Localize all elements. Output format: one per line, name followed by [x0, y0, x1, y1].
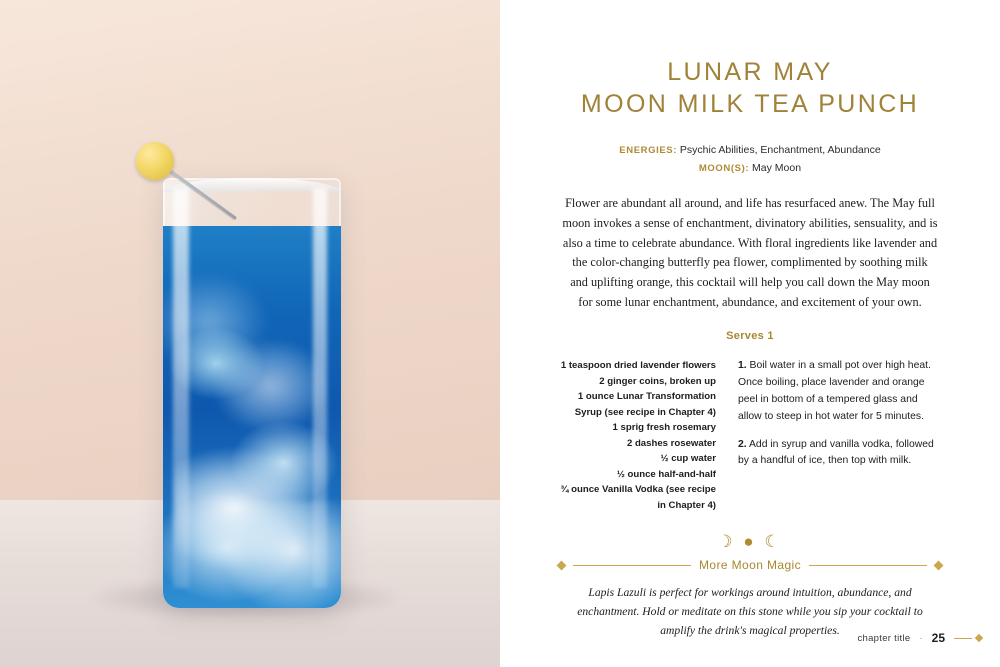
more-moon-magic-heading: More Moon Magic	[698, 558, 802, 573]
title-line-1: LUNAR MAY	[667, 58, 833, 86]
recipe-body-columns	[556, 358, 944, 513]
ingredient-item: in Chapter 4)	[657, 499, 716, 511]
ingredient-item: ¾ ounce Vanilla Vodka (see recipe	[560, 484, 716, 496]
ingredient-item: 1 sprig fresh rosemary	[612, 422, 716, 434]
more-moon-magic-divider	[558, 558, 942, 572]
cocktail-pick-garnish	[140, 150, 258, 242]
moon-magic-body: Lapis Lazuli is perfect for workings around intuition, abundance, and enchantment. Hold or meditate on this stone while you sip your cocktail to amplify the drink's magical properties.	[577, 586, 923, 637]
serves-label: Serves 1	[726, 330, 774, 343]
ingredients-list	[556, 358, 716, 513]
instructions-list	[738, 358, 944, 513]
footer-rule-icon	[954, 638, 972, 639]
recipe-text-page	[500, 0, 1000, 667]
page-footer	[857, 631, 982, 645]
step-number: 1.	[738, 360, 747, 372]
recipe-intro: Flower are abundant all around, and life has resurfaced anew. The May full moon invokes a sense of enchantment, divinatory abilities, sensuality, and is also a time to celebrate abundance. With floral ingredients like lavender and the color-changing butterfly pea flower, complimented by soothing milk and uplifting orange, this cocktail will help you call down the May moon for some lunar enchantment, abundance, and excitement of your own.	[562, 195, 938, 310]
diamond-ornament-icon	[557, 560, 567, 570]
diamond-ornament-icon	[934, 560, 944, 570]
step-text: Boil water in a small pot over high heat. Once boiling, place lavender and orange peel in bottom of a tempered glass and allow to steep in hot water for 5 minutes.	[738, 360, 931, 422]
moon-phase-icon: ☽ ● ☾	[717, 532, 783, 552]
lemon-ball-garnish	[136, 142, 174, 180]
moons-value: May Moon	[752, 161, 802, 174]
footer-ornament	[954, 635, 982, 641]
ingredient-item: 1 ounce Lunar Transformation	[577, 391, 716, 403]
cocktail-glass	[163, 178, 341, 608]
ingredient-item: ½ ounce half-and-half	[616, 468, 716, 480]
ingredient-item: ½ cup water	[660, 453, 716, 465]
instruction-step	[738, 358, 944, 425]
page-title	[552, 56, 948, 120]
rule-left	[573, 565, 691, 566]
title-line-2: MOON MILK TEA PUNCH	[580, 90, 920, 118]
glass-highlight-right	[313, 188, 327, 588]
ingredient-item: Syrup (see recipe in Chapter 4)	[574, 406, 716, 418]
milk-swirl-mid	[216, 341, 326, 431]
energies-label: ENERGIES:	[619, 145, 677, 156]
instruction-step	[738, 437, 944, 471]
footer-separator: ·	[919, 632, 923, 644]
ingredient-item: 2 dashes rosewater	[626, 437, 716, 449]
step-text: Add in syrup and vanilla vodka, followed by a handful of ice, then top with milk.	[738, 438, 934, 467]
moons-row	[552, 160, 948, 178]
footer-chapter-title: chapter title	[857, 632, 911, 644]
rule-right	[809, 565, 927, 566]
recipe-meta	[552, 142, 948, 178]
energies-value: Psychic Abilities, Enchantment, Abundance	[679, 144, 881, 156]
ingredient-item: 2 ginger coins, broken up	[599, 375, 716, 387]
ingredient-item: 1 teaspoon dried lavender flowers	[560, 360, 716, 372]
page-number: 25	[931, 631, 945, 645]
footer-diamond-icon	[975, 634, 983, 642]
energies-row	[552, 142, 948, 160]
moons-label: MOON(S):	[698, 162, 750, 174]
glass-highlight-left	[173, 188, 189, 588]
step-number: 2.	[738, 438, 747, 450]
